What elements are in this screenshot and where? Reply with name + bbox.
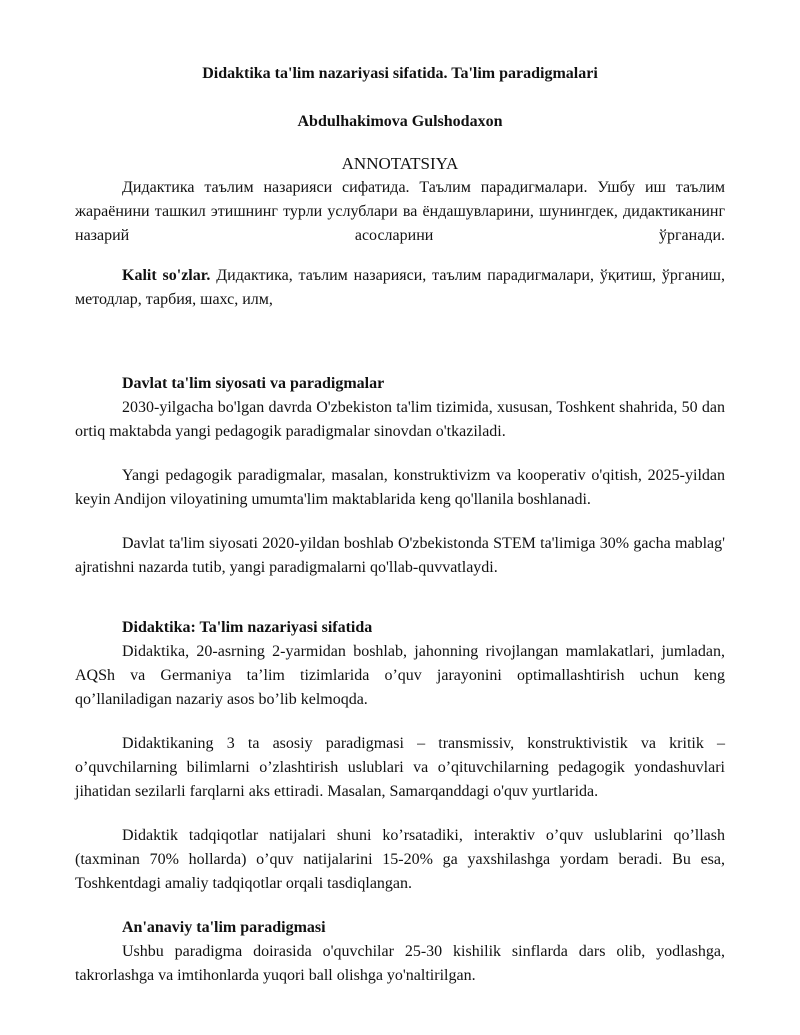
section-heading: An'anaviy ta'lim paradigmasi [122, 919, 326, 936]
keywords-label: Kalit so'zlar. [122, 267, 211, 284]
annotation-paragraph: Дидактика таълим назарияси сифатида. Таълим парадигмалари. Ушбу иш таълим жараёнини ташкил этишнинг турли услублари ва ёндашувларини, шунингдек, дидактиканинг назарий асосларини ўрганади. [75, 179, 725, 244]
keywords-text: Дидактика, таълим назарияси, таълим парадигмалари, ўқитиш, ўрганиш, методлар, тарбия, шахс, илм, [75, 267, 726, 308]
body-paragraph: Didaktik tadqiqotlar natijalari shuni ko’rsatadiki, interaktiv o’quv uslublarini qo’llash (taxminan 70% hollarda) o’quv natijalarini 15-20% ga yaxshilashga yordam beradi. Bu esa, Toshkentdagi amaliy tadqiqotlar orqali tasdiqlangan. [75, 827, 725, 892]
body-paragraph: Didaktika, 20-asrning 2-yarmidan boshlab, jahonning rivojlangan mamlakatlari, jumladan, AQSh va Germaniya ta’lim tizimlarida o’quv jarayonini optimallashtirish uchun keng qo’llaniladigan nazariy asos bo’lib kelmoqda. [75, 643, 725, 708]
author-name: Abdulhakimova Gulshodaxon [297, 113, 503, 130]
body-paragraph: Ushbu paradigma doirasida o'quvchilar 25-30 kishilik sinflarda dars olib, yodlashga, takrorlashga va imtihonlarda yuqori ball olishga yo'naltirilgan. [75, 943, 725, 984]
annotation-heading: ANNOTATSIYA [341, 154, 459, 173]
document-title: Didaktika ta'lim nazariyasi sifatida. Ta'lim paradigmalari [202, 65, 598, 82]
section-heading: Didaktika: Ta'lim nazariyasi sifatida [122, 619, 373, 636]
keywords-paragraph [75, 264, 725, 312]
section-heading: Davlat ta'lim siyosati va paradigmalar [122, 375, 385, 392]
body-paragraph: Davlat ta'lim siyosati 2020-yildan boshlab O'zbekistonda STEM ta'limiga 30% gacha mablag' ajratishni nazarda tutib, yangi paradigmalarni qo'llab-quvvatlaydi. [75, 535, 725, 576]
body-paragraph: Yangi pedagogik paradigmalar, masalan, konstruktivizm va kooperativ o'qitish, 2025-yildan keyin Andijon viloyatining umumta'lim maktablarida keng qo'llanila boshlanadi. [75, 467, 725, 508]
body-paragraph: 2030-yilgacha bo'lgan davrda O'zbekiston ta'lim tizimida, xususan, Toshkent shahrida, 50 dan ortiq maktabda yangi pedagogik paradigmalar sinovdan o'tkaziladi. [75, 399, 725, 440]
body-paragraph: Didaktikaning 3 ta asosiy paradigmasi – transmissiv, konstruktivistik va kritik – o’quvchilarning bilimlarni o’zlashtirish uslublari va o’qituvchilarning pedagogik yondashuvlari jihatidan sezilarli farqlarni aks ettiradi. Masalan, Samarqanddagi o'quv yurtlarida. [75, 735, 725, 800]
